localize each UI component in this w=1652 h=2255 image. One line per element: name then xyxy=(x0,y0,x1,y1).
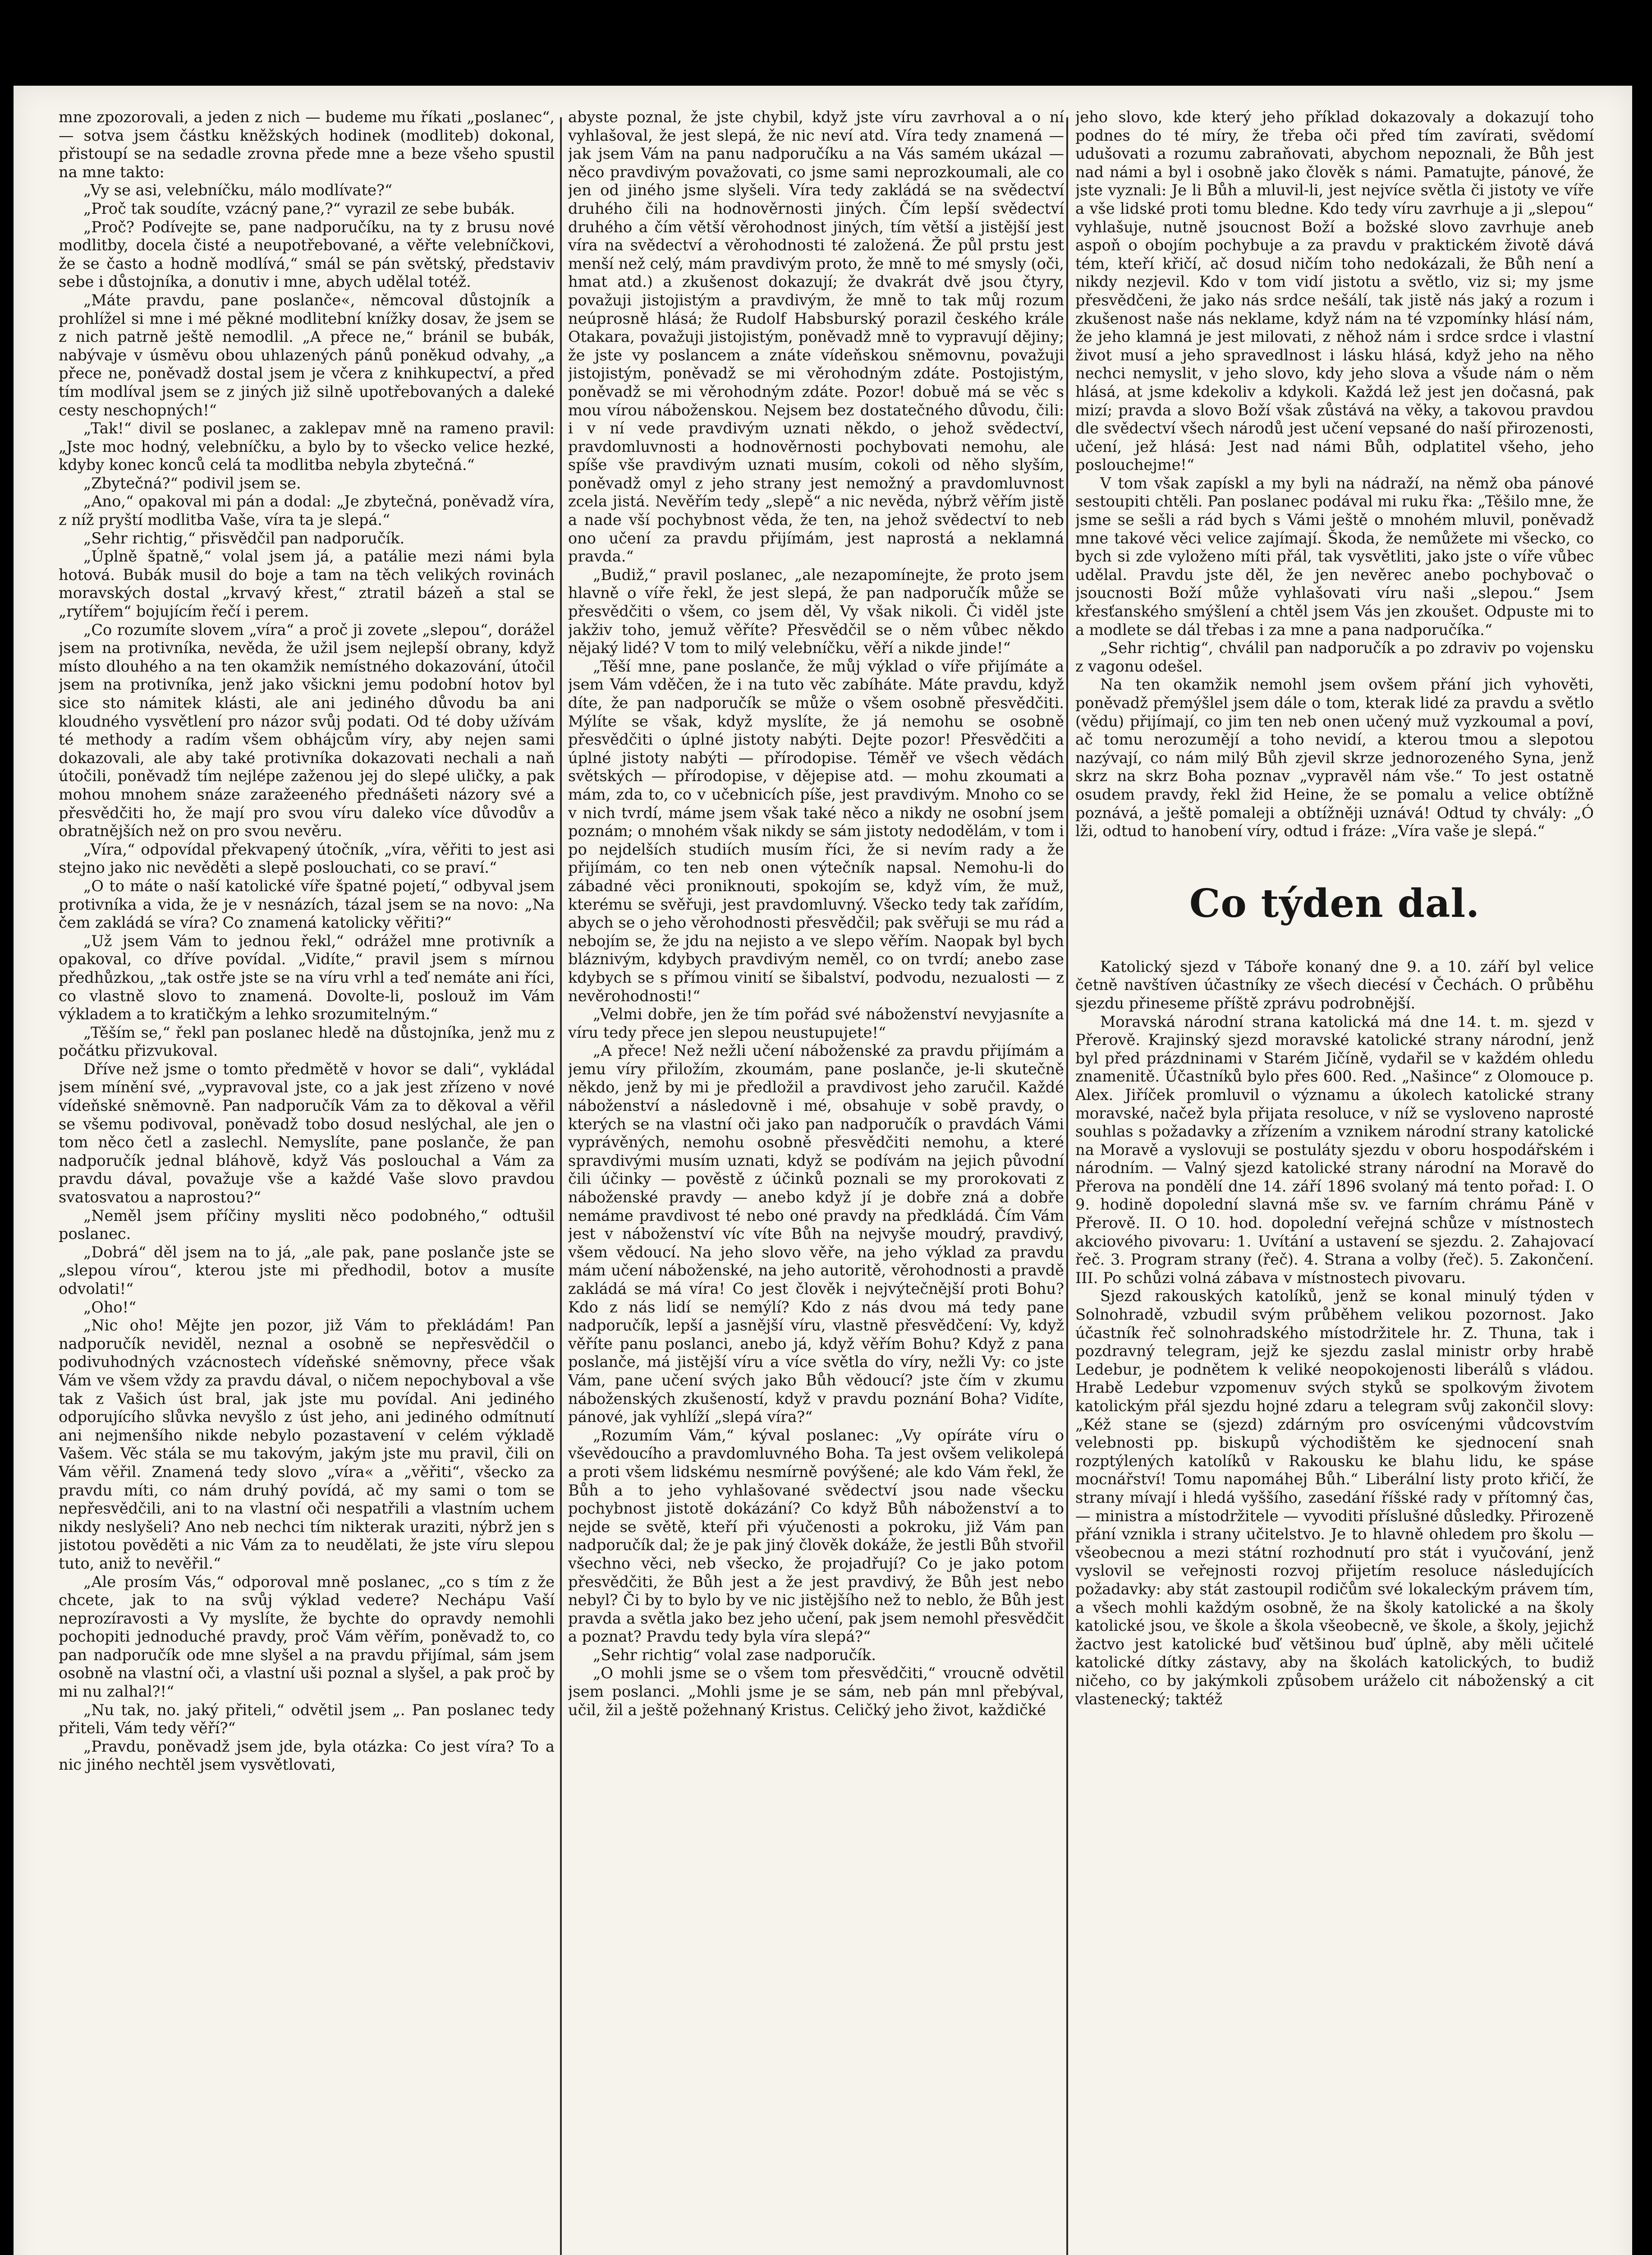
paragraph: „Sehr richtig“, chválil pan nadporučík a po zdraviv po vojensku z vagonu odešel. xyxy=(1075,639,1594,675)
paragraph: „Proč tak soudíte, vzácný pane,?“ vyrazil ze sebe bubák. xyxy=(83,199,515,217)
paragraph: abyste poznal, že jste chybil, když jste víru zavrhoval a o ní vyhlašoval, že jest slepá, že nic neví atd. Víra tedy znamená — jak jsem Vám na panu nadporučíku a na Vás samém ukázal — něco pravdivým považovati, co jsme sami neprozkoumali, ale co jen od jiného jsme slyšeli. Víra tedy zakládá se na svědectví druhého čili na hodnověrnosti jiných. Čím lepší svědectví druhého a čím větší věrohodnost jiných, tím větší a jistější jest víra na svědectví a věrohodnosti té založená. Že půl prstu jest menší než celý, mám pravdivým proto, že mně to mé smysly (oči, hmat atd.) a zkušenost dokazují; že dvakrát dvě jsou čtyry, považuji jistojistým a pravdivým, že mně to tak můj rozum neúprosně hlásá; že Rudolf Habsburský porazil českého krále Otakara, považuji jistojistým, poněvadž mně to vypravují dějiny; že jste vy poslancem a znáte vídeňskou sněmovnu, považuji jistojistým, poněvadž se mi věrohodným zdáte. Postojistým, poněvadž se mi věrohodným zdáte. Pozor! dobuě má se věc s mou vírou náboženskou. Nejsem bez dostatečného důvodu, čili: i v ní vede pravdivým uznati někdo, o jehož svědectví, pravdomluvnosti a hodnověrnosti pochybovati nemohu, ale spíše vše pravdivým uznati musím, cokoli od něho slyším, poněvadž omyl z jeho strany jest nemožný a pravdomluvnost zcela jistá. Nevěřím tedy „slepě“ a nic nevěda, nýbrž věřím jistě a nade vší pochybnost věda, že ten, na jehož svědectví to neb ono učení za pravdu přijímám, jest naprostá a neklamná pravda.“ xyxy=(568,108,1064,566)
paragraph: „Velmi dobře, jen že tím pořád své náboženství nevyjasníte a víru tedy přece jen slepou neustupujete!“ xyxy=(568,1005,1064,1041)
paragraph: „Ano,“ opakoval mi pán a dodal: „Je zbytečná, poněvadž víra, z níž pryští modlitba Vaše, víra ta je slepá.“ xyxy=(59,492,555,529)
paragraph: mne zpozorovali, a jeden z nich — budeme mu říkati „poslanec“, — sotva jsem částku kněžských hodinek (modliteb) dokonal, přistoupí se na sedadle zrovna přede mne a beze všeho spustil na mne takto: xyxy=(59,108,555,181)
paragraph: Na ten okamžik nemohl jsem ovšem přání jich vyhověti, poněvadž přemýšlel jsem dále o tom, kterak lidé za pravdu a světlo (vědu) přijímají, co jim ten neb onen učený muž vyzkoumal a poví, ač tomu nerozumějí a toho nevidí, a kterou tmou a slepotou nazývají, co nám milý Bůh zjevil skrze jednorozeného Syna, jenž skrz na skrz Boha poznav „vypravěl nám vše.“ To jest ostatně osudem pravdy, řekl žid Heine, že se pomalu a velice obtížně poznává, a ještě pomaleji a obtížněji uznává! Odtud ty chvály: „Ó lži, odtud to hanobení víry, odtud i fráze: „Víra vaše je slepá.“ xyxy=(1075,676,1594,840)
paragraph: „Nic oho! Mějte jen pozor, již Vám to překládám! Pan nadporučík neviděl, neznal a osobně se nepřesvědčil o podivuhodných vzácnostech vídeňské sněmovny, přece však Vám ve všem vždy za pravdu dával, o ničem nepochyboval a vše tak z Vašich úst bral, jak jste mu povídal. Ani jediného odporujícího slůvka nevyšlo z úst jeho, ani jediného odmítnutí ani nejmenšího nikde nebylo pozastavení v celém výkladě Vašem. Věc stála se mu takovým, jakým jste mu pravil, čili on Vám věřil. Znamená tedy slovo „víra« a „věřiti“, všecko za pravdu míti, co nám druhý povídá, ač my sami o tom se nepřesvědčili, ani to na vlastní oči nespatřili a vlastním uchem nikdy neslyšeli? Ano neb nechci tím nikterak uraziti, nýbrž jen s jistotou pověděti a nic Vám za to neudělati, že jste víru slepou tuto, aniž to nevěřil.“ xyxy=(59,1316,555,1572)
paragraph: „Nu tak, no. jaký přiteli,“ odvětil jsem „. Pan poslanec tedy přiteli, Vám tedy věří?“ xyxy=(59,1701,555,1737)
paragraph: „Budiž,“ pravil poslanec, „ale nezapomínejte, že proto jsem hlavně o víře řekl, že jest slepá, že pan nadporučík může se přesvědčiti o všem, co jsem děl, Vy však nikoli. Či viděl jste jakživ toho, jemuž věříte? Přesvědčil se o něm vůbec někdo nějaký lidé? V tom to milý velebníčku, věří a nikde jinde!“ xyxy=(568,566,1064,657)
column-1 xyxy=(59,108,555,2255)
paragraph: „Už jsem Vám to jednou řekl,“ odrážel mne protivník a opakoval, co dříve povídal. „Vidíte,“ pravil jsem s mírnou předhůzkou, „tak ostře jste se na víru vrhl a teď nemáte ani říci, co vlastně slovo to znamená. Dovolte-li, poslouž im Vám výkladem a to kratičkým a lehko srozumitelným.“ xyxy=(59,932,555,1023)
paragraph: „Oho!“ xyxy=(83,1298,137,1316)
paragraph: V tom však zapískl a my byli na nádraží, na němž oba pánové sestoupiti chtěli. Pan poslanec podával mi ruku řka: „Těšilo mne, že jsme se sešli a rád bych s Vámi ještě o mnohém mluvil, poněvadž mne takové věci velice zajímají. Škoda, že nemůžete mi všecko, co bych si zde vyloženo míti přál, tak vysvětliti, jako jste o víře vůbec udělal. Pravdu jste děl, že jen nevěrec anebo pochybovač o jsoucnosti Boží může vyhlašovati víru naši „slepou.“ Jsem křesťanského smýšlení a chtěl jsem Vás jen zkoušet. Odpuste mi to a modlete se dál třebas i za mne a pana nadporučíka.“ xyxy=(1075,474,1594,639)
paragraph: jeho slovo, kde který jeho příklad dokazovaly a dokazují toho podnes do té míry, že třeba oči před tím zavírati, svědomí udušovati a rozumu zabraňovati, abychom nepoznali, že Bůh jest nad námi a byl i osobně jako člověk s námi. Pamatujte, pánové, že jste vyznali: Je li Bůh a mluvil-li, jest nejvíce světla či jistoty ve víře a vše lidské proti tomu bledne. Kdo tedy víru zavrhuje a ji „slepou“ vyhlašuje, nutně jsoucnost Boží a božské slovo zavrhuje aneb aspoň o obojím pochybuje a za pravdu v praktickém životě dává tém, kteří křičí, ač dosud ničím toho nedokázali, že Bůh není a nikdy nezjevil. Kdo v tom vidí jistotu a světlo, viz si; my jsme přesvědčeni, že jako nás srdce nešálí, tak jistě nás jaký a rozum i zkušenost naše nás neklame, když nám na té vzpomínky hlásí nám, že jeho klamná je jest milovati, z něhož nám i srdce srdce i vlastní život musí a jeho spravedlnost i lásku hlásá, když jeho na něho nechci nemyslit, v jeho slovo, kdy jeho slova a všude nám o něm hlásá, at jsme kdekoliv a kdykoli. Každá lež jest jen dočasná, pak mizí; pravda a slovo Boží však zůstává na věky, a takovou pravdou dle svědectví všech národů jest učení vepsané do naší přirozenosti, učení, jež hlásá: Jest nad námi Bůh, odplatitel všeho, jeho poslouchejme!“ xyxy=(1075,108,1594,474)
news-item: Katolický sjezd v Táboře konaný dne 9. a 10. září byl velice četně navštíven účastníky ze všech diecésí v Čechách. O průběhu sjezdu přineseme příště zprávu podrobnější. xyxy=(1075,957,1594,1012)
column-rule xyxy=(560,117,562,2255)
paragraph: „Víra,“ odpovídal překvapený útočník, „víra, věřiti to jest asi stejno jako nic nevěděti a slepě poslouchati, co se praví.“ xyxy=(59,840,555,877)
paragraph: „Těší mne, pane poslanče, že můj výklad o víře přijímáte a jsem Vám vděčen, že i na tuto věc zabíháte. Máte pravdu, když díte, že pan nadporučík se může o všem osobně přesvědčiti. Mýlíte se však, když myslíte, že já nemohu se osobně přesvědčiti o úplné jistoty nabýti. Dejte pozor! Přesvědčiti a úplné jistoty nabýti — přírodopise. Téměř ve všech vědách světských — přírodopise, v dějepise atd. — mohu zkoumati a mám, zda to, co v učebnicích píše, jest pravdivým. Mnoho co se v nich tvrdí, máme jsem však také něco a nikdy ne osobní jsem poznám; o mnohém však nikdy se sám jistoty nedodělám, v tom i po nejdelších studiích musím říci, že si nevím rady a že přijímám, co ten neb onen výtečník napsal. Nemohu-li do zábadné věci proniknouti, spokojím se, když vím, že muž, kterému se svěřuji, jest pravdomluvný. Všecko tedy tak zařídím, abych se o jeho věrohodnosti přesvědčil; pak svěřuji se mu rád a nebojím se, že jdu na nejisto a ve slepo věřím. Naopak byl bych bláznivým, kdybych pravdivým neměl, co on tvrdí; anebo zase kdybych se s přímou vinití se šibalství, podvodu, nezualosti — z nevěrohodnosti!“ xyxy=(568,657,1064,1005)
paragraph: „Těším se,“ řekl pan poslanec hledě na důstojníka, jenž mu z počátku přizvukoval. xyxy=(59,1023,555,1060)
paragraph: „Sehr richtig,“ přisvědčil pan nadporučík. xyxy=(83,529,405,547)
newspaper-page xyxy=(14,86,1632,2255)
paragraph: „Co rozumíte slovem „víra“ a proč ji zovete „slepou“, dorážel jsem na protivníka, nevěda, že užil jsem nejlepší obrany, když místo dlouhého a na ten okamžik nemístného dokazování, útočil jsem na protivníka, jenž jako všickni jemu podobní hotov byl sice sto námitek klásti, ale ani jediného důvodu ba ani kloudného vysvětlení pro názor svůj podati. Od té doby užívám té methody a radím všem obhájcům víry, aby nejen sami dokazovali, ale aby také protivníka dokazovati nechali a naň útočili, poněvadž tím nejlépe zaženou jej do slepé uličky, a pak mohou mnohem snáze zaražeeného přednášeti názory své a přesvědčiti ho, že mají pro svou víru daleko více důvodův a obratnějších než on pro svou nevěru. xyxy=(59,621,555,840)
paragraph: „Proč? Podívejte se, pane nadporučíku, na ty z brusu nové modlitby, docela čisté a neupotřebované, a věřte velebníčkovi, že se často a hodně modlívá,“ smál se pán světský, představiv sebe i důstojníka, a donutiv i mne, abych udělal totéž. xyxy=(59,218,555,291)
paragraph: Dříve než jsme o tomto předmětě v hovor se dali“, vykládal jsem mínění své, „vypravoval jste, co a jak jest zřízeno v nové vídeňské sněmovně. Pan nadporučík Vám za to děkoval a věřil se všemu podivoval, poněvadž tobo dosud neslýchal, ale jen o tom něco četl a zaslechl. Nemyslíte, pane poslanče, že pan nadporučík jednal bláhově, když Vás poslouchal a Vám za pravdu dával, považuje vše a každé Vaše slovo pravdou svatosvatou a naprostou?“ xyxy=(59,1060,555,1206)
paragraph: „Zbytečná?“ podivil jsem se. xyxy=(83,474,301,492)
paragraph: „Úplně špatně,“ volal jsem já, a patálie mezi námi byla hotová. Bubák musil do boje a tam na těch velikých rovinách moravských dostal „krvavý křest,“ ztratil bázeň a stal se „rytířem“ bojujícím řečí i perem. xyxy=(59,548,555,621)
column-3 xyxy=(1075,108,1594,2255)
paragraph: „Rozumím Vám,“ kýval poslanec: „Vy opíráte víru o vševědoucího a pravdomluvného Boha. Ta jest ovšem velikolepá a proti všem lidskému nesmírně povýšené; ale kdo Vám řekl, že Bůh a to jeho vyhlašované svědectví jsou nade všecku pochybnost jistotě dokázání? Co když Bůh náboženství a to nejde se světě, kteří při výučenosti a pokroku, již Vám pan nadporučík dal; že je pak jiný člověk dokáže, že jestli Bůh stvořil všechno věci, neb všecko, že projadřují? Co je jako potom přesvědčiti, že Bůh jest a že jest pravdivý, že Bůh jest nebo nebyl? Či by to bylo by ve nic jistějšího než to neblo, že Bůh jest pravda a světla jako bez jeho učení, pak jsem nemohl přesvědčit a poznat? Pravdu tedy byla víra slepá?“ xyxy=(568,1426,1064,1646)
paragraph: „O mohli jsme se o všem tom přesvědčiti,“ vroucně odvětil jsem poslanci. „Mohli jsme je se sám, neb pán mnl přebýval, učil, žil a ještě požehnaný Kristus. Celičký jeho život, každičké xyxy=(568,1664,1064,1719)
paragraph: „Tak!“ divil se poslanec, a zaklepav mně na rameno pravil: „Jste moc hodný, velebníčku, a bylo by to všecko velice hezké, kdyby konec konců celá ta modlitba nebyla zbytečná.“ xyxy=(59,419,555,474)
paragraph: „Sehr richtig“ volal zase nadporučík. xyxy=(593,1646,876,1664)
column-rule xyxy=(1066,117,1068,2255)
news-item: Sjezd rakouských katolíků, jenž se konal minulý týden v Solnohradě, vzbudil svým průběhem velikou pozornost. Jako účastník řeč solnohradského místodržitele hr. Z. Thuna, tak i pozdravný telegram, jejž ke sjezdu zaslal ministr orby hrabě Ledebur, je podnětem k veliké neopokojenosti liberálů s vládou. Hrabě Ledebur vzpomenuv svých styků se spolkovým životem katolickým přál sjezdu hojné zdaru a telegram svůj zakončil slovy: „Kéž stane se (sjezd) zdárným pro osvícenými vůdcovstvím velebnosti pp. biskupů východištěm ke sjednocení snah rozptýlených katolíků v Rakousku ke blahu lidu, ke spáse mocnářství! Tomu napomáhej Bůh.“ Liberální listy proto křičí, že strany mívají i hledá vyššího, zasedání říšské rady v přítomný čas, — ministra a místodržitele — vyvoditi příslušné důsledky. Přirozeně přání vznikla i strany učitelstvo. Je to hlavně ohledem pro školu — všeobecnou a mezi státní rozhodnutí pro stát i vyučování, jenž vyslovil se veřejnosti rozvoj přijetím resoluce následujících požadavky: aby stát zastoupil rodičům své lokaleckým právem tím, a všech mohli každým osobně, že na školy katolické a na školy katolické jsou, ve škole a škola všeobecně, ve škole, a školy, jejichž žactvo jest katolické buď většinou buď úplně, aby měli učitelé katolické dítky zástavy, aby na školách katolických, to budiž ničeho, co by jakýmkoli způsobem uráželo cit náboženský a cit vlastenecký; taktéž xyxy=(1075,1287,1594,1708)
section-heading: Co týden dal. xyxy=(1189,880,1480,926)
paragraph: „Ale prosím Vás,“ odporoval mně poslanec, „co s tím z že chcete, jak to na svůj výklad vedeте? Nechápu Vaší neprozíravosti a Vy myslíte, že bychte do opravdy nemohli pochopiti jednoduché pravdy, proč Vám věřím, poněvadž to, co pan nadporučík ode mne slyšel a na pravdu přijímal, sám jsem osobně na vlastní oči, a vlastní uši poznal a slyšel, a pak proč by mi nu zalhal?!“ xyxy=(59,1573,555,1701)
paragraph: „A přece! Než nežli učení náboženské za pravdu přijímám a jemu víry přiložím, zkoumám, pane poslanče, je-li skutečně někdo, jenž by mi je předložil a pravdivost jeho zaručil. Každé náboženství a následovně i mé, obsahuje v sobě pravdy, o kterých se na vlastní oči jako pan nadporučík o pravdách Vámi vyprávěných, nemohu osobně přesvědčiti nemohu, a které spravdivými musím uznati, když se podívám na jejich původní čili účinky — pověstě z účinků poznali se my prorokovati z náboženské pravdy — anebo když jí je dobře zná a dobře nemáme pravdivost té nebo oné pravdy na předkládá. Čím Vám jest v náboženství víc víte Bůh na nejvyše moudrý, pravdivý, všem vědoucí. Na jeho slovo věře, na jeho výklad za pravdu mám učení náboženské, na jeho autoritě, věrohodnosti a pravdě zakládá se má víra! Co jest člověk i nejvýtečnější proti Bohu? Kdo z nás lidí se nemýlí? Kdo z nás dvou má tedy pane nadporučík, lepší a jasnější víru, vlastně přesvědčení: Vy, když věříte panu poslanci, anebo já, když věřím Bohu? Když z pana poslanče, má jistější víru a více světla do víry, nežli Vy: co jste Vám, pane učení svých jako Bůh vědoucí? jste čím v zkumu náboženských zkušeností, když v pravdu poznání Boha? Vidíte, pánové, jak vyhlíží „slepá víra?“ xyxy=(568,1042,1064,1426)
paragraph: „Vy se asi, velebníčku, málo modlívate?“ xyxy=(83,181,393,199)
news-item: Moravská národní strana katolická má dne 14. t. m. sjezd v Přerově. Krajinský sjezd moravské katolické strany národní, jenž byl před prázdninami v Starém Jičíně, vydařil se v každém ohledu znamenitě. Účastníků bylo přes 600. Red. „Našince“ z Olomouce p. Alex. Jiříček promluvil o významu a úkolech katolické strany moravské, načež byla přijata resoluce, v níž se vysloveno naprosté souhlas s požadavky a zřízením a vznikem národní strany katolické na Moravě a vyslovuji se postuláty sjezdu v oboru hospodářském i národním. — Valný sjezd katolické strany národní na Moravě do Přerova na pondělí dne 14. září 1896 svolaný má tento pořad: I. O 9. hodině dopolední slavná mše sv. ve farním chrámu Páně v Přerově. II. O 10. hod. dopolední veřejná schůze v místnostech akciového pivovaru: 1. Uvítání a ustavení se sjezdu. 2. Zahajovací řeč. 3. Program strany (řeč). 4. Strana a volby (řeč). 5. Zakončení. III. Po schůzi volná zábava v místnostech pivovaru. xyxy=(1075,1012,1594,1287)
paragraph: „Máte pravdu, pane poslanče«, němcoval důstojník a prohlížel si mne i mé pěkné modlitební knížky dosav, že jsem se z nich patrně ještě nemodlil. „A přece ne,“ bránil se bubák, nabývaje v úsměvu obou uhlazených pánů poněkud odvahy, „a přece ne, poněvadž dostal jsem je včera z knihkupectví, a před tím modlíval jsem se z jiných již silně upotřebovaných a daleké cesty neschopných!“ xyxy=(59,291,555,419)
column-2 xyxy=(568,108,1064,2255)
paragraph: „O to máte o naší katolické víře špatné pojetí,“ odbyval jsem protivníka a vida, že je v nesnázích, tázal jsem se na novo: „Na čem zakládá se víra? Co znamená katolicky věřiti?“ xyxy=(59,877,555,932)
paragraph: „Pravdu, poněvadž jsem jde, byla otázka: Co jest víra? To a nic jiného nechtěl jsem vysvětlovati, xyxy=(59,1737,555,1774)
paragraph: „Dobrá“ děl jsem na to já, „ale pak, pane poslanče jste se „slepou vírou“, kterou jste mi předhodil, botov a musíte odvolati!“ xyxy=(59,1243,555,1298)
paragraph: „Neměl jsem příčiny mysliti něco podobného,“ odtušil poslanec. xyxy=(59,1206,555,1243)
